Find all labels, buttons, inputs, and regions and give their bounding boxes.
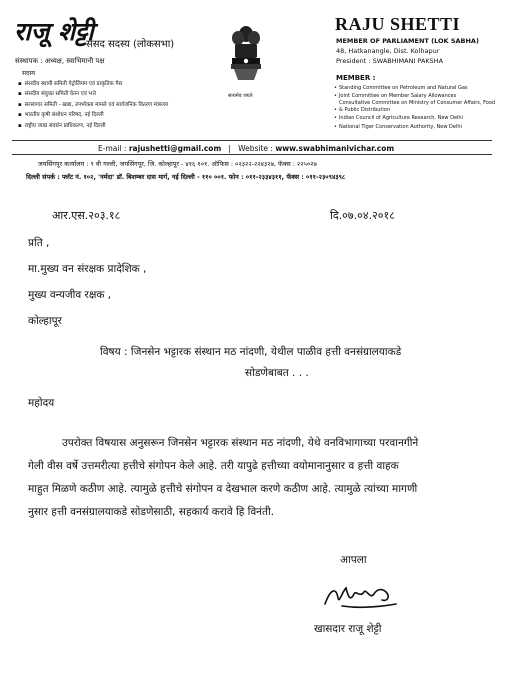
member-of-parliament-label: MEMBER OF PARLIAMENT (LOK SABHA) bbox=[336, 37, 479, 45]
subject-line-continued: सोडणेबाबत . . . bbox=[245, 367, 309, 379]
body-paragraph-line: उपरोक्त विषयास अनुसरून जिनसेन भट्टारक संस्थान मठ नांदणी, येथे वनविभागाच्या परवानगीने bbox=[62, 437, 419, 449]
prati-label: प्रति , bbox=[28, 237, 50, 249]
divider bbox=[12, 154, 492, 155]
recipient-city: कोल्हापूर bbox=[28, 315, 62, 327]
subject-line: विषय : जिनसेन भट्टारक संस्थान मठ नांदणी, येथील पाळीव हत्ती वनसंग्रालयाकडे bbox=[100, 346, 402, 358]
member-heading: MEMBER : bbox=[336, 74, 376, 82]
email-link[interactable]: rajushetti@gmail.com bbox=[128, 144, 222, 153]
right-membership-list bbox=[334, 84, 504, 131]
left-membership-list bbox=[18, 79, 208, 131]
sansad-sadasya-label: संसद सदस्य (लोकसभा) bbox=[86, 39, 175, 50]
list-item: • National Tiger Conservation Authority, New Delhi bbox=[334, 123, 504, 131]
salutation: महोदय bbox=[28, 397, 55, 409]
list-item: ▪ भारतीय कृषी संशोधन परिषद, नई दिल्ली bbox=[18, 110, 208, 120]
delhi-address: दिल्ली संपर्क : फ्लॅट नं. १०२, 'नर्मदा' डॉ. बिशम्बर दास मार्ग, नई दिल्ली - ११० ००१. फोन : ०११-२३३४३११, फॅक्स : ०११-२३०९४३९८ bbox=[26, 173, 346, 181]
closing: आपला bbox=[340, 554, 367, 566]
national-emblem-icon bbox=[226, 22, 266, 92]
website-link[interactable]: www.swabhimanivichar.com bbox=[275, 144, 395, 153]
list-item: ▪ संसदीय स्थायी समिती पेट्रोलियम एवं प्राकृतिक गैस bbox=[18, 79, 208, 89]
contact-line: E-mail : rajushetti@gmail.com | Website : www.swabhimanivichar.com bbox=[98, 144, 395, 153]
signature-icon bbox=[322, 578, 402, 612]
body-paragraph-line: नुसार हत्ती वनसंग्रालयाकडे सोडणेसाठी, सहकार्य करावे हि विनंती. bbox=[28, 506, 275, 518]
letterhead-name-english: RAJU SHETTI bbox=[335, 14, 461, 34]
president-line: President : SWABHIMANI PAKSHA bbox=[336, 57, 444, 65]
recipient-line-2: मुख्य वन्यजीव रक्षक , bbox=[28, 289, 112, 301]
jaysingpur-address: जयसिंगपूर कार्यालय : ९ वी गल्ली, जयसिंगपूर, जि. कोल्हापूर - ४१६ १०१. ऑफिस : ०२३२२-२२४३२७, फॅक्स : २२५०२७ bbox=[38, 160, 317, 168]
list-item: • Indian Council of Agriculture Research, New Delhi bbox=[334, 114, 504, 122]
list-item: ▪ संसदीय संयुक्त समिती वेतन एवं भत्ते bbox=[18, 89, 208, 99]
website-label: Website : bbox=[238, 144, 273, 153]
list-item: • Standing Committee on Petroleum and Natural Gas bbox=[334, 84, 504, 92]
letter-date: दि.०७.०४.२०१८ bbox=[330, 209, 395, 222]
address-line: 48, Hatkanangle, Dist. Kolhapur bbox=[336, 47, 440, 55]
emblem-caption: सत्यमेव जयते bbox=[228, 93, 253, 99]
founder-line: संस्थापक : अध्यक्ष, स्वाभिमानी पक्ष bbox=[15, 57, 105, 65]
reference-number: आर.एस.२०३.१८ bbox=[52, 209, 121, 222]
list-item: ▪ सल्लागार समिती - खाद्य, उपभोक्ता मामले एवं सार्वजनिक वितरण मंत्रालय bbox=[18, 100, 208, 110]
list-item: ▪ राष्ट्रीय व्याघ्र संवर्धन प्राधिकरण, नई दिल्ली bbox=[18, 121, 208, 131]
body-paragraph-line: गेली वीस वर्षे उत्तमरीत्या हत्तीचे संगोपन केले आहे. तरी यापुढे हत्तीच्या वयोमानानुसार व हत्ती वाहक bbox=[28, 460, 399, 472]
list-item bbox=[334, 100, 504, 114]
divider bbox=[12, 140, 492, 141]
sadasya-label: सदस्य bbox=[22, 70, 36, 77]
body-paragraph-line: माहुत मिळणे कठीण आहे. त्यामुळे हत्तीचे संगोपन व देखभाल करणे कठीण आहे. त्यामुळे त्यांच्या मागणी bbox=[28, 483, 418, 495]
email-label: E-mail : bbox=[98, 144, 127, 153]
letterhead-name-marathi: राजू शेट्टी bbox=[14, 17, 94, 46]
list-item-text: Consultative Committee on Ministry of Consumer Affairs, Food & Public Distribution bbox=[338, 100, 496, 114]
recipient-line-1: मा.मुख्य वन संरक्षक प्रादेशिक , bbox=[28, 263, 147, 275]
list-item: • Joint Committee on Member Salary Allowances bbox=[334, 92, 504, 100]
signatory-name: खासदार राजू शेट्टी bbox=[314, 623, 382, 635]
